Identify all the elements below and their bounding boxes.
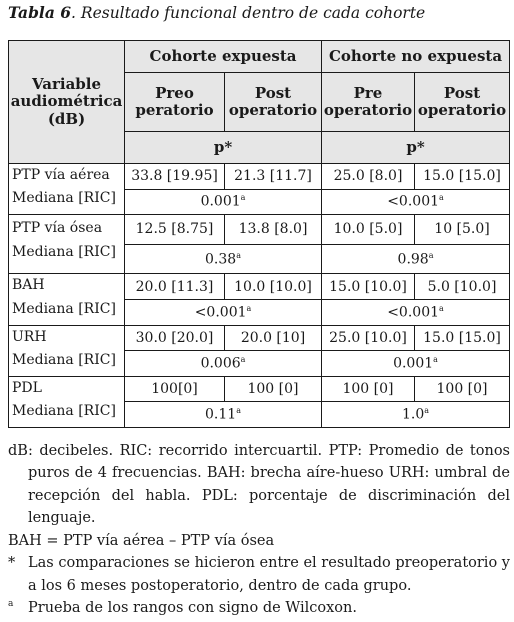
cell-p-value: 0.001$^a$ — [322, 351, 510, 376]
cell-p-value: 0.001$^a$ — [125, 189, 322, 214]
table-row — [9, 402, 510, 428]
footnote-a-text: Prueba de los rangos con signo de Wilcoxon. — [28, 600, 357, 617]
row-variable: PTP vía ósea — [12, 220, 103, 237]
table-row — [9, 163, 510, 189]
cell-value: 30.0 [20.0] — [125, 325, 225, 351]
cell-value: 21.3 [11.7] — [225, 163, 322, 189]
row-variable: URH — [9, 325, 125, 351]
footnote-star — [8, 552, 510, 597]
header-group-unexposed: Cohorte no expuesta — [322, 41, 510, 73]
row-variable: PDL — [9, 376, 125, 402]
cell-value: 100[0] — [125, 376, 225, 402]
footnote-star-text: Las comparaciones se hicieron entre el resultado preoperatorio y a los 6 meses postoperatorio, dentro de cada grupo. — [28, 555, 510, 594]
cell-value: 20.0 [10] — [225, 325, 322, 351]
header-unexposed-post: Post operatorio — [415, 72, 510, 131]
cell-p-value: <0.001$^a$ — [125, 300, 322, 325]
row-stat: Mediana [RIC] — [9, 300, 125, 325]
cell-value: 15.0 [15.0] — [415, 325, 510, 351]
row-stat: Mediana [RIC] — [9, 351, 125, 376]
cell-p-value: <0.001$^a$ — [322, 189, 510, 214]
results-table-container — [8, 40, 509, 428]
cell-p-value: 0.38$^a$ — [125, 244, 322, 274]
header-exposed-post: Post operatorio — [225, 72, 322, 131]
table-row — [9, 300, 510, 325]
cell-p-value: <0.001$^a$ — [322, 300, 510, 325]
row-label — [9, 215, 125, 274]
cell-value: 15.0 [15.0] — [415, 163, 510, 189]
footnote-a — [8, 597, 510, 619]
cell-value: 12.5 [8.75] — [125, 215, 225, 245]
table-row — [9, 189, 510, 214]
cell-p-value: 1.0$^a$ — [322, 402, 510, 428]
footnote-abbreviations: dB: decibeles. RIC: recorrido intercuartil. PTP: Promedio de tonos puros de 4 frecuencias. BAH: brecha aíre-hueso URH: umbral de recepción del habla. PDL: porcentaje de discriminación del lenguaje. — [8, 443, 510, 527]
row-stat: Mediana [RIC] — [12, 243, 116, 260]
cell-value: 25.0 [10.0] — [322, 325, 415, 351]
header-p-unexposed: p* — [322, 132, 510, 164]
cell-value: 33.8 [19.95] — [125, 163, 225, 189]
cell-value: 10 [5.0] — [415, 215, 510, 245]
footnote-star-mark: * — [8, 555, 16, 572]
header-p-exposed: p* — [125, 132, 322, 164]
cell-value: 100 [0] — [322, 376, 415, 402]
row-variable: BAH — [9, 274, 125, 300]
cell-value: 100 [0] — [225, 376, 322, 402]
table-row — [9, 215, 510, 245]
caption-label: Tabla 6 — [8, 3, 72, 22]
header-unexposed-pre: Pre operatorio — [322, 72, 415, 131]
row-variable: PTP vía aérea — [9, 163, 125, 189]
cell-value: 13.8 [8.0] — [225, 215, 322, 245]
cell-value: 10.0 [5.0] — [322, 215, 415, 245]
cell-value: 20.0 [11.3] — [125, 274, 225, 300]
header-exposed-pre: Preo peratorio — [125, 72, 225, 131]
table-row — [9, 376, 510, 402]
table-caption — [8, 3, 425, 22]
cell-p-value: 0.11$^a$ — [125, 402, 322, 428]
row-stat: Mediana [RIC] — [9, 189, 125, 214]
cell-value: 5.0 [10.0] — [415, 274, 510, 300]
results-table — [8, 40, 510, 428]
row-stat: Mediana [RIC] — [9, 402, 125, 428]
cell-value: 100 [0] — [415, 376, 510, 402]
cell-p-value: 0.006$^a$ — [125, 351, 322, 376]
caption-text: . Resultado funcional dentro de cada cohorte — [71, 4, 426, 22]
table-row — [9, 351, 510, 376]
header-group-exposed: Cohorte expuesta — [125, 41, 322, 73]
table-row — [9, 274, 510, 300]
cell-value: 25.0 [8.0] — [322, 163, 415, 189]
header-variable: Variable audiométrica (dB) — [9, 41, 125, 164]
cell-value: 10.0 [10.0] — [225, 274, 322, 300]
cell-p-value: 0.98$^a$ — [322, 244, 510, 274]
footnote-formula: BAH = PTP vía aérea – PTP vía ósea — [8, 532, 275, 549]
table-row — [9, 325, 510, 351]
footnote-a-mark: a — [8, 599, 14, 610]
table-footnotes — [8, 440, 510, 620]
cell-value: 15.0 [10.0] — [322, 274, 415, 300]
